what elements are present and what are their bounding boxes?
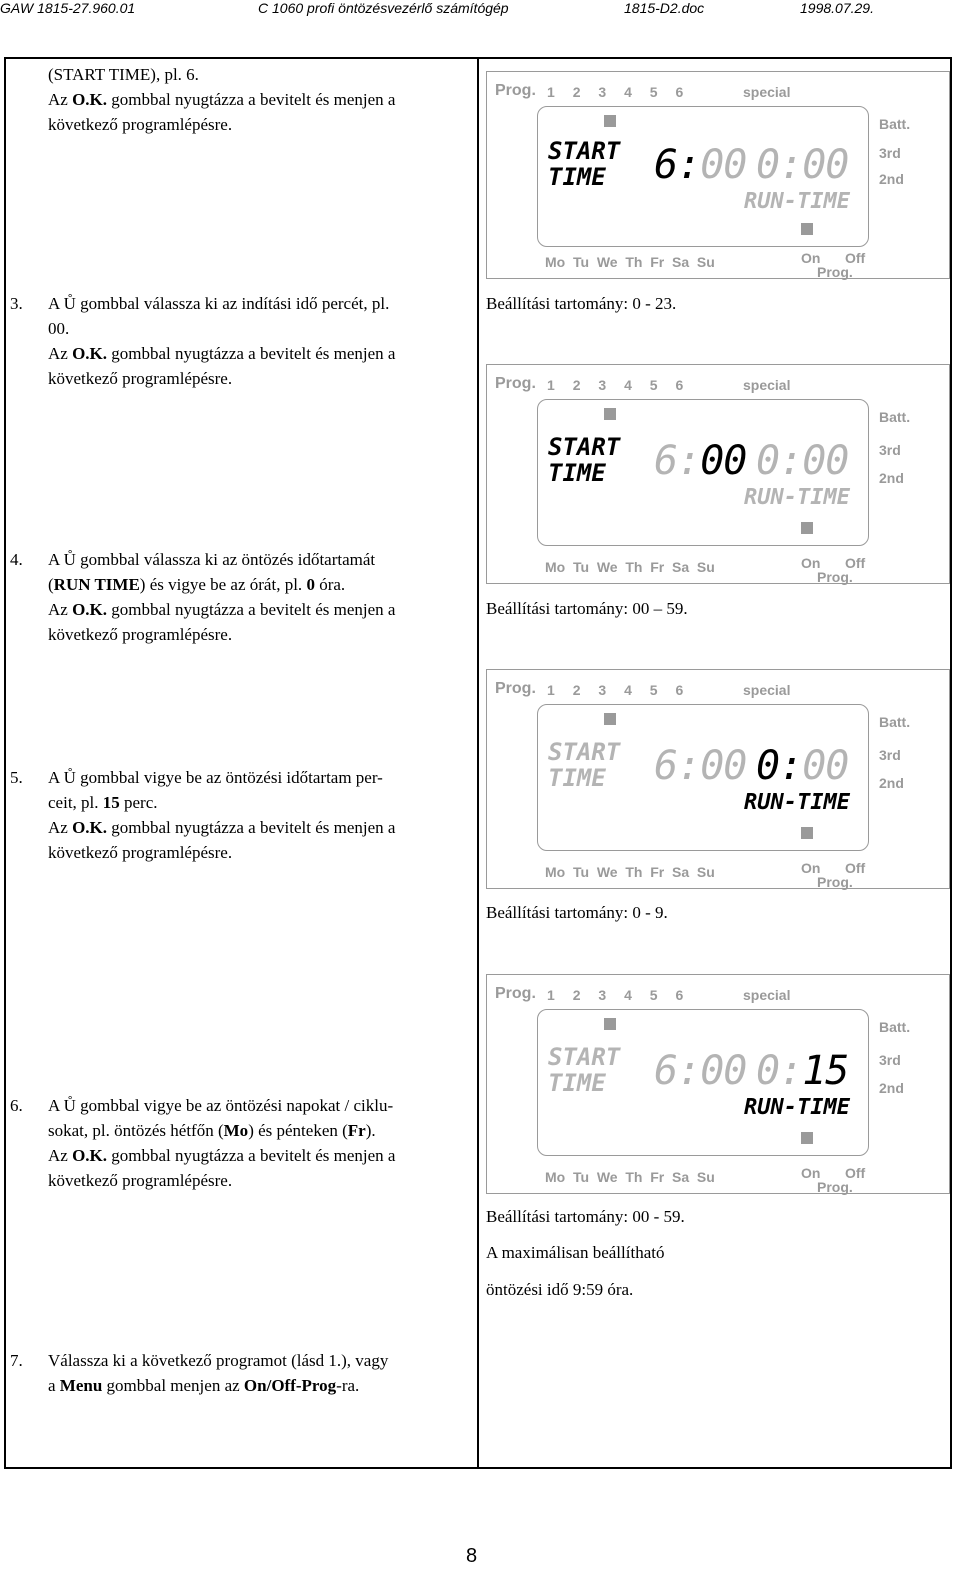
column-divider xyxy=(477,57,479,1469)
run-time-digits: 0:15 xyxy=(756,1047,849,1094)
indicator-square xyxy=(801,1132,813,1144)
on-label: On xyxy=(801,555,821,571)
lcd-display-2 xyxy=(486,364,950,584)
on-label: On xyxy=(801,1165,821,1181)
step-number: 6. xyxy=(10,1096,23,1115)
special-label: special xyxy=(743,987,791,1003)
indicator-square xyxy=(604,1018,616,1030)
indicator-square xyxy=(604,408,616,420)
run-time-label: RUN-TIME xyxy=(744,789,850,815)
batt-label: Batt. xyxy=(879,116,911,132)
start-time-digits: 6:00 xyxy=(654,1047,747,1094)
step-continuation xyxy=(48,62,476,137)
batt-label: Batt. xyxy=(879,1019,911,1035)
third-label: 3rd xyxy=(879,1051,901,1068)
step-text: A Ů gombbal vigye be az öntözési napokat / ciklu- sokat, pl. öntözés hétfőn (Mo) és pénteken (Fr). Az O.K. gombbal nyugtázza a bevitelt és menjen a következő programlépésre. xyxy=(48,1096,396,1190)
special-label: special xyxy=(743,377,791,393)
step-number: 5. xyxy=(10,768,23,787)
second-label: 2nd xyxy=(879,470,904,486)
text-line: következő programlépésre. xyxy=(48,115,233,134)
start-label: START xyxy=(548,432,621,461)
indicator-square xyxy=(604,115,616,127)
doc-title: C 1060 profi öntözésvezérlő számítógép xyxy=(258,0,509,16)
step-number: 3. xyxy=(10,294,23,313)
weekday-labels: Mo Tu We Th Fr Sa Su xyxy=(545,1169,715,1185)
step-text: Válassza ki a következő programot (lásd 1.), vagy a Menu gombbal menjen az On/Off-Prog-ra. xyxy=(48,1351,389,1395)
indicator-square xyxy=(801,223,813,235)
indicator-square xyxy=(604,713,616,725)
step-number: 4. xyxy=(10,550,23,569)
special-label: special xyxy=(743,84,791,100)
off-label: Off xyxy=(845,250,866,266)
indicator-square xyxy=(801,827,813,839)
lcd-screen xyxy=(537,1009,869,1156)
second-label: 2nd xyxy=(879,171,904,187)
weekday-labels: Mo Tu We Th Fr Sa Su xyxy=(545,864,715,880)
on-label: On xyxy=(801,860,821,876)
on-label: On xyxy=(801,250,821,266)
prog-label: Prog. xyxy=(495,680,536,697)
step-text: A Ů gombbal válassza ki az indítási idő percét, pl. 00. Az O.K. gombbal nyugtázza a bevitelt és menjen a következő programlépésre. xyxy=(48,294,396,388)
special-label: special xyxy=(743,682,791,698)
program-numbers: 1 2 3 4 5 6 xyxy=(547,987,684,1003)
weekday-labels: Mo Tu We Th Fr Sa Su xyxy=(545,254,715,270)
step-number: 7. xyxy=(10,1351,23,1370)
time-label: TIME xyxy=(548,458,606,487)
text-line: (START TIME), pl. 6. xyxy=(48,65,199,84)
step-text: A Ů gombbal vigye be az öntözési időtartam per- ceit, pl. 15 perc. Az O.K. gombbal nyugtázza a bevitelt és menjen a következő programlépésre. xyxy=(48,768,396,862)
program-numbers: 1 2 3 4 5 6 xyxy=(547,377,684,393)
max-note-line: A maximálisan beállítható xyxy=(486,1243,665,1262)
prog-bottom-label: Prog. xyxy=(817,1179,853,1195)
off-label: Off xyxy=(845,860,866,876)
third-label: 3rd xyxy=(879,144,901,161)
run-time-digits: 0:00 xyxy=(756,437,849,484)
prog-bottom-label: Prog. xyxy=(817,264,853,280)
off-label: Off xyxy=(845,555,866,571)
lcd-display-1 xyxy=(486,71,950,279)
doc-code: GAW 1815-27.960.01 xyxy=(0,0,136,16)
time-label: TIME xyxy=(548,1068,606,1097)
setting-range: Beállítási tartomány: 0 - 23. xyxy=(486,294,677,313)
prog-label: Prog. xyxy=(495,375,536,392)
batt-label: Batt. xyxy=(879,409,911,425)
second-label: 2nd xyxy=(879,775,904,791)
time-label: TIME xyxy=(548,763,606,792)
lcd-screen xyxy=(537,399,869,546)
page-number: 8 xyxy=(466,1545,478,1567)
lcd-screen xyxy=(537,704,869,851)
prog-bottom-label: Prog. xyxy=(817,874,853,890)
setting-range: Beállítási tartomány: 00 - 59. xyxy=(486,1207,685,1226)
prog-label: Prog. xyxy=(495,985,536,1002)
third-label: 3rd xyxy=(879,441,901,458)
indicator-square xyxy=(801,522,813,534)
page-header xyxy=(0,0,960,22)
run-time-digits: 0:00 xyxy=(756,141,849,188)
lcd-screen xyxy=(537,106,869,247)
run-time-label: RUN-TIME xyxy=(744,1094,850,1120)
batt-label: Batt. xyxy=(879,714,911,730)
max-note-line: öntözési idő 9:59 óra. xyxy=(486,1280,634,1299)
text-line: Az O.K. gombbal nyugtázza a bevitelt és menjen a xyxy=(48,90,396,109)
doc-date: 1998.07.29. xyxy=(800,0,874,16)
start-time-digits: 6:00 xyxy=(654,742,747,789)
program-numbers: 1 2 3 4 5 6 xyxy=(547,682,684,698)
run-time-label: RUN-TIME xyxy=(744,188,850,214)
third-label: 3rd xyxy=(879,746,901,763)
prog-label: Prog. xyxy=(495,82,536,99)
start-label: START xyxy=(548,1042,621,1071)
start-time-digits: 6:00 xyxy=(654,141,747,188)
program-numbers: 1 2 3 4 5 6 xyxy=(547,84,684,100)
run-time-digits: 0:00 xyxy=(756,742,849,789)
off-label: Off xyxy=(845,1165,866,1181)
start-label: START xyxy=(548,737,621,766)
run-time-label: RUN-TIME xyxy=(744,484,850,510)
start-time-digits: 6:00 xyxy=(654,437,747,484)
time-label: TIME xyxy=(548,162,606,191)
prog-bottom-label: Prog. xyxy=(817,569,853,585)
second-label: 2nd xyxy=(879,1080,904,1096)
lcd-display-3 xyxy=(486,669,950,889)
weekday-labels: Mo Tu We Th Fr Sa Su xyxy=(545,559,715,575)
setting-range: Beállítási tartomány: 00 – 59. xyxy=(486,599,688,618)
start-label: START xyxy=(548,136,621,165)
lcd-display-4 xyxy=(486,974,950,1194)
doc-filename: 1815-D2.doc xyxy=(624,0,705,16)
setting-range: Beállítási tartomány: 0 - 9. xyxy=(486,903,668,922)
step-text: A Ů gombbal válassza ki az öntözés időtartamát (RUN TIME) és vigye be az órát, pl. 0 óra. Az O.K. gombbal nyugtázza a bevitelt és menjen a következő programlépésre. xyxy=(48,550,396,644)
